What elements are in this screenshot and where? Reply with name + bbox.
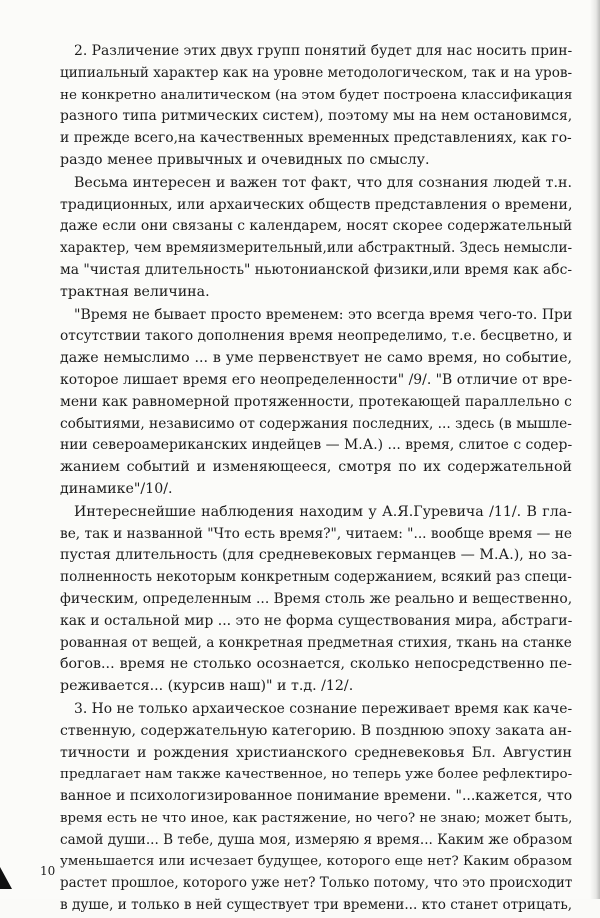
text-line: тичности и рождения христианского средневековья Бл. Августин xyxy=(60,744,572,761)
text-line: ванное и психологизированное понимание времени. "...кажется, что xyxy=(60,788,573,805)
text-line: Интереснейшие наблюдения находим у А.Я.Гуревича /11/. В гла- xyxy=(74,503,572,520)
body-text xyxy=(60,41,572,918)
text-line: разного типа ритмических систем), поэтому мы на нем остановимся, xyxy=(60,108,573,125)
text-line: самой души... В тебе, душа моя, измеряю я время... Каким же образом xyxy=(60,831,573,848)
text-line: раздо менее привычных и очевидных по смыслу. xyxy=(60,151,430,168)
text-line: даже немыслимо ... в уме первенствует не само время, но событие, xyxy=(60,350,572,367)
text-line: растет прошлое, которого уже нет? Только потому, что это происходит xyxy=(60,875,573,892)
paragraph-interesting-fact xyxy=(60,173,572,304)
text-line: 2. Различение этих двух групп понятий будет для нас носить прин- xyxy=(74,43,573,59)
text-line: даже если они связаны с календарем, носят скорее содержательный xyxy=(60,218,573,235)
page-edge-shadow xyxy=(590,0,600,899)
text-line: в душе, и только в ней существует три времени... кто станет отрицать, xyxy=(60,897,573,914)
text-line: ма "чистая длительность" ньютонианской физики,или время как абс- xyxy=(60,261,573,278)
text-line: ципиальный характер как на уровне методологическом, так и на уров- xyxy=(60,64,573,81)
text-line: динамике"/10/. xyxy=(60,480,173,497)
paragraph-gurevich xyxy=(60,502,572,698)
text-line: мени как равномерной протяженности, протекающей параллельно с xyxy=(60,393,572,410)
text-line: фическим, определенным ... Время столь же реально и вещественно, xyxy=(60,590,573,607)
text-line: и прежде всего,на качественных временных представлениях, как го- xyxy=(60,130,572,147)
text-line: 3. Но не только архаическое сознание переживает время как каче- xyxy=(74,700,573,717)
text-line: событиями, независимо от содержания последних, ... здесь (в мышле- xyxy=(60,415,572,432)
text-line: традиционных, или архаических обществ представления о времени, xyxy=(60,196,573,213)
text-line: предлагает нам также качественное, но теперь уже более рефлектиро- xyxy=(60,767,573,783)
text-line: реживается... (курсив наш)" и т.д. /12/. xyxy=(60,678,354,695)
text-line: рованная от вещей, а конкретная предметная стихия, ткань на станке xyxy=(60,634,572,651)
text-line: трактная величина. xyxy=(60,283,210,300)
text-line: ственную, содержательную категорию. В позднюю эпоху заката ан- xyxy=(60,722,572,739)
text-line: богов... время не столько осознается, сколько непосредственно пе- xyxy=(60,656,572,673)
text-line: не конкретно аналитическом (на этом будет построена классификация xyxy=(60,87,573,103)
scan-corner-mark xyxy=(0,867,12,889)
text-line: отсутствии такого дополнения время неопределимо, т.е. бесцветно, и xyxy=(60,328,573,345)
text-line: время есть не что иное, как растяжение, но чего? не знаю; может быть, xyxy=(60,810,573,826)
text-line: характер, чем времяизмерительный,или абстрактный. Здесь немысли- xyxy=(60,240,573,257)
text-line: "Время не бывает просто временем: это всегда время чего-то. При xyxy=(74,306,573,323)
text-line: нии североамериканских индейцев — М.А.) ... время, слитое с содер- xyxy=(60,437,573,454)
text-line: как и остальной мир ... это не форма существования мира, абстраги- xyxy=(60,612,573,629)
paragraph-quote-time xyxy=(60,305,572,501)
paragraph-3 xyxy=(60,699,572,917)
text-line: которое лишает время его неопределенности" /9/. "В отличие от вре- xyxy=(60,371,573,388)
text-line: ве, так и названной "Что есть время?", читаем: "... вообще время — не xyxy=(60,525,572,542)
text-line: Весьма интересен и важен тот факт, что для сознания людей т.н. xyxy=(74,174,572,191)
text-line: пустая длительность (для средневековых германцев — М.А.), но за- xyxy=(60,547,573,564)
paragraph-2 xyxy=(60,41,572,172)
text-line: уменьшается или исчезает будущее, которого еще нет? Каким образом xyxy=(60,854,573,870)
text-line: жанием событий и изменяющееся, смотря по их содержательной xyxy=(60,459,572,476)
page-number: 10 xyxy=(40,864,56,878)
text-line: полненность некоторым конкретным содержанием, всякий раз специ- xyxy=(60,569,572,586)
